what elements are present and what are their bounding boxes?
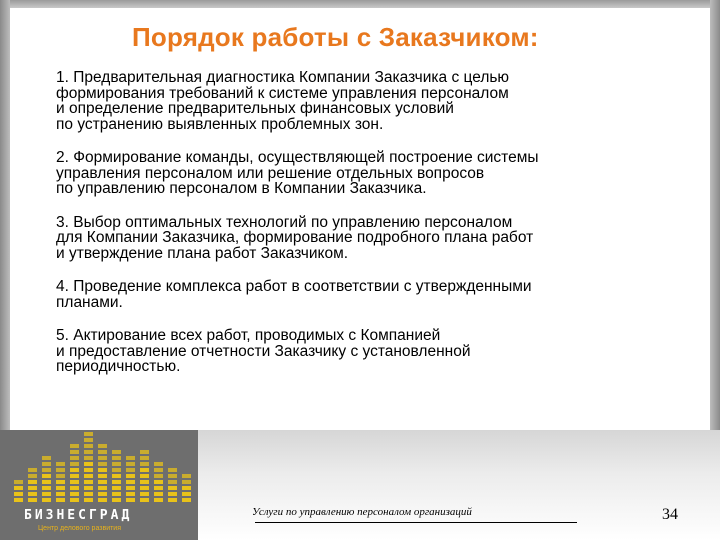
logo-bar-segment <box>42 492 51 496</box>
step-line: и предоставление отчетности Заказчику с установленной <box>56 342 471 360</box>
logo-bar-segment <box>84 474 93 478</box>
logo-bar-segment <box>182 474 191 478</box>
logo-bar-segment <box>84 462 93 466</box>
step-item-4 <box>56 279 696 310</box>
logo-bar-segment <box>140 456 149 460</box>
logo-bar-segment <box>154 498 163 502</box>
slide-footer <box>0 430 720 540</box>
logo-bar-segment <box>84 486 93 490</box>
step-line: 5. Актирование всех работ, проводимых с Компанией <box>56 327 441 344</box>
logo-bar-segment <box>56 462 65 466</box>
step-line: для Компании Заказчика, формирование подробного плана работ <box>56 229 534 246</box>
step-line: планами. <box>56 293 123 311</box>
logo-bar-segment <box>168 468 177 472</box>
logo-bar-segment <box>154 486 163 490</box>
logo-bar-segment <box>70 456 79 460</box>
step-item-2 <box>56 150 696 197</box>
logo-bar-segment <box>42 498 51 502</box>
step-line: управления персоналом или решение отдельных вопросов <box>56 164 485 182</box>
logo-bar-segment <box>112 474 121 478</box>
logo-bar-segment <box>154 474 163 478</box>
logo-bar-segment <box>98 474 107 478</box>
logo-bar-segment <box>84 498 93 502</box>
logo-bar-segment <box>56 486 65 490</box>
logo-bar-segment <box>126 486 135 490</box>
logo-bar-segment <box>112 486 121 490</box>
logo-bar-segment <box>98 462 107 466</box>
logo-bar-segment <box>42 480 51 484</box>
logo-bar-segment <box>154 480 163 484</box>
logo-bar-segment <box>168 492 177 496</box>
logo-bar-segment <box>56 468 65 472</box>
logo-bar-segment <box>182 486 191 490</box>
logo-bar-segment <box>84 438 93 442</box>
logo-bar-segment <box>182 480 191 484</box>
logo-bar-segment <box>112 498 121 502</box>
logo-bar-segment <box>42 486 51 490</box>
page-number: 34 <box>662 506 678 523</box>
logo-bar-segment <box>70 492 79 496</box>
equalizer-bars-icon <box>0 430 198 540</box>
logo-bar-segment <box>126 456 135 460</box>
logo-bar-segment <box>126 498 135 502</box>
logo-bar-segment <box>140 486 149 490</box>
step-line: формирования требований к системе управления персоналом <box>56 84 509 102</box>
logo-bar-segment <box>70 462 79 466</box>
logo-bar-segment <box>112 468 121 472</box>
step-item-5 <box>56 328 696 375</box>
logo-bar-segment <box>56 498 65 502</box>
footer-band <box>198 430 720 540</box>
logo-bar-segment <box>42 474 51 478</box>
step-line: и утверждение плана работ Заказчиком. <box>56 244 349 262</box>
logo-bar-segment <box>168 474 177 478</box>
logo-wordmark: БИЗНЕСГРАД <box>24 508 133 523</box>
logo-bar-segment <box>42 456 51 460</box>
logo-bar-segment <box>42 468 51 472</box>
step-line: 1. Предварительная диагностика Компании Заказчика с целью <box>56 69 510 86</box>
logo-bar-segment <box>98 480 107 484</box>
logo-bar-segment <box>98 486 107 490</box>
logo-bar-segment <box>28 480 37 484</box>
slide-title: Порядок работы с Заказчиком: <box>132 22 539 52</box>
slide-frame-top <box>0 0 720 8</box>
footer-divider <box>255 522 577 523</box>
logo-bar-segment <box>112 456 121 460</box>
logo-bar-segment <box>98 492 107 496</box>
logo-bar-segment <box>28 498 37 502</box>
step-line: и определение предварительных финансовых условий <box>56 100 454 117</box>
logo-subtitle: Центр делового развития <box>38 525 122 532</box>
logo-bar-segment <box>112 450 121 454</box>
slide-frame-right <box>710 0 720 430</box>
logo-bar-segment <box>84 456 93 460</box>
logo-bar-segment <box>56 474 65 478</box>
step-line: 4. Проведение комплекса работ в соответствии с утвержденными <box>56 278 532 295</box>
step-item-1 <box>56 70 696 132</box>
logo-bar-segment <box>140 498 149 502</box>
step-line: периодичностью. <box>56 358 181 375</box>
logo-bar-segment <box>14 486 23 490</box>
logo-bar-segment <box>154 462 163 466</box>
logo-bar-segment <box>28 492 37 496</box>
slide-frame-left <box>0 0 10 430</box>
logo-bar-segment <box>70 486 79 490</box>
logo-bar-segment <box>84 492 93 496</box>
logo-bar-segment <box>84 444 93 448</box>
step-line: 2. Формирование команды, осуществляющей построение системы <box>56 149 539 166</box>
logo-bar-segment <box>140 468 149 472</box>
logo-bar-segment <box>70 480 79 484</box>
logo-bar-segment <box>84 480 93 484</box>
logo-bar-segment <box>56 480 65 484</box>
logo-bar-segment <box>182 492 191 496</box>
step-line: по устранению выявленных проблемных зон. <box>56 115 384 133</box>
logo-bar-segment <box>112 462 121 466</box>
logo-bar-segment <box>70 498 79 502</box>
logo-bar-segment <box>140 450 149 454</box>
logo-bar-segment <box>14 480 23 484</box>
company-logo <box>0 430 198 540</box>
logo-bar-segment <box>126 492 135 496</box>
logo-bar-segment <box>84 468 93 472</box>
logo-bar-segment <box>28 486 37 490</box>
logo-bar-segment <box>126 474 135 478</box>
logo-bar-segment <box>140 474 149 478</box>
logo-bar-segment <box>168 480 177 484</box>
process-steps-list <box>56 70 696 375</box>
logo-bar-segment <box>98 498 107 502</box>
logo-bar-segment <box>28 474 37 478</box>
logo-bar-segment <box>182 498 191 502</box>
logo-bar-segment <box>154 492 163 496</box>
logo-bar-segment <box>126 462 135 466</box>
logo-bar-segment <box>140 480 149 484</box>
slide-body <box>10 8 710 430</box>
logo-bar-segment <box>154 468 163 472</box>
logo-bar-segment <box>70 444 79 448</box>
logo-bar-segment <box>98 456 107 460</box>
logo-bar-segment <box>70 468 79 472</box>
step-line: по управлению персоналом в Компании Заказчика. <box>56 180 427 197</box>
step-line: 3. Выбор оптимальных технологий по управлению персоналом <box>56 213 513 231</box>
logo-bar-segment <box>112 492 121 496</box>
footer-caption: Услуги по управлению персоналом организаций <box>252 506 472 518</box>
logo-bar-segment <box>70 450 79 454</box>
logo-bar-segment <box>14 492 23 496</box>
logo-bar-segment <box>168 486 177 490</box>
logo-bar-segment <box>56 492 65 496</box>
logo-bar-segment <box>112 480 121 484</box>
logo-bar-segment <box>14 498 23 502</box>
logo-bar-segment <box>98 450 107 454</box>
logo-bar-segment <box>126 468 135 472</box>
logo-bar-segment <box>140 462 149 466</box>
logo-bar-segment <box>140 492 149 496</box>
logo-bar-segment <box>168 498 177 502</box>
logo-bar-segment <box>70 474 79 478</box>
logo-bar-segment <box>42 462 51 466</box>
logo-bar-segment <box>28 468 37 472</box>
logo-bar-segment <box>98 444 107 448</box>
logo-bar-segment <box>126 480 135 484</box>
logo-bar-segment <box>84 450 93 454</box>
logo-bar-segment <box>84 432 93 436</box>
logo-bar-segment <box>98 468 107 472</box>
step-item-3 <box>56 215 696 262</box>
